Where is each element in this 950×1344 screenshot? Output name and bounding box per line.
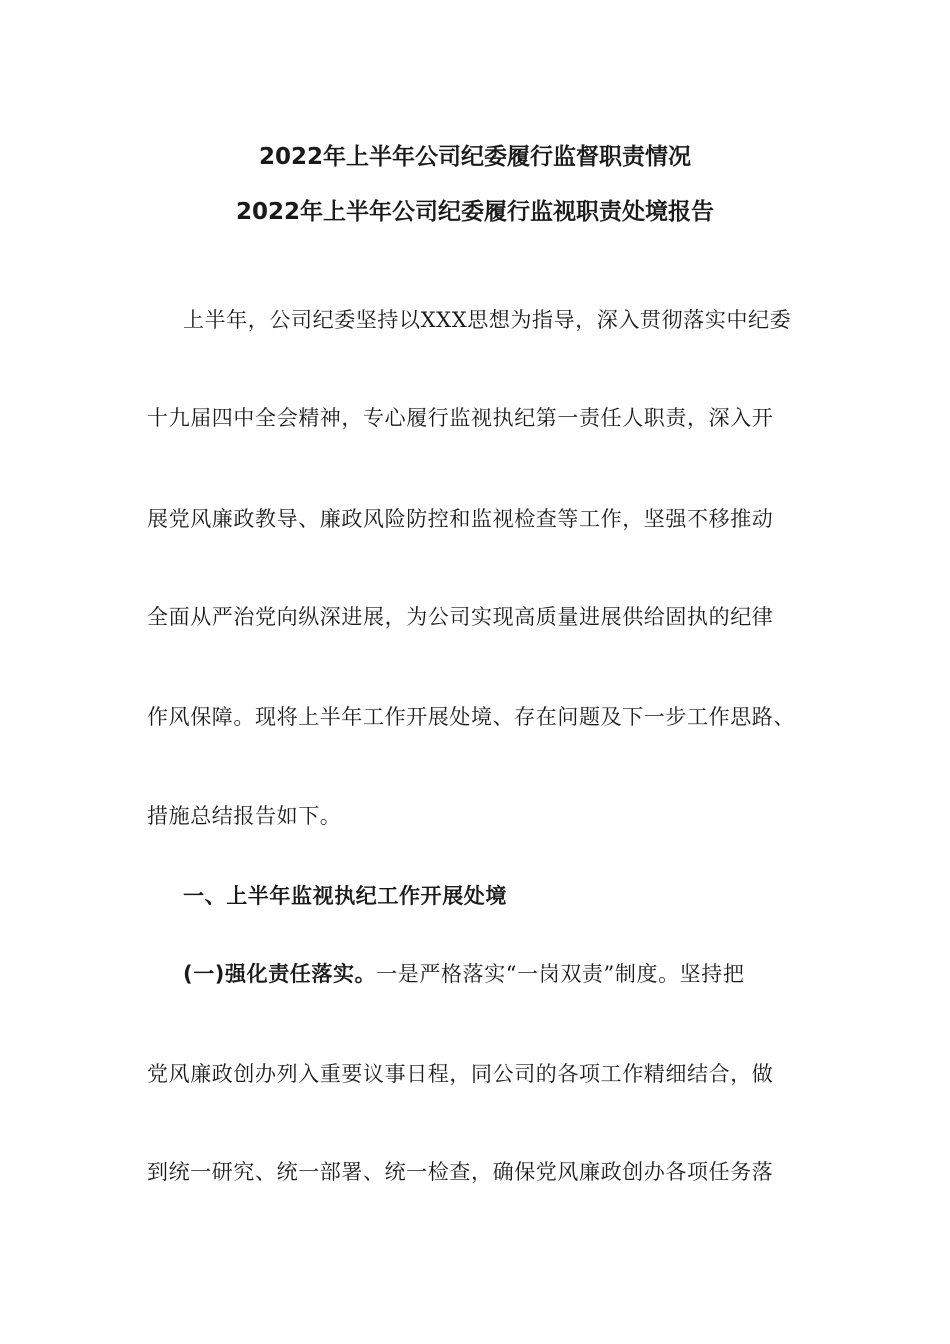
- intro-line: 作风保障。现将上半年工作开展处境、存在问题及下一步工作思路、: [147, 705, 795, 729]
- intro-line: 全面从严治党向纵深进展，为公司实现高质量进展供给固执的纪律: [147, 605, 774, 629]
- intro-line: 展党风廉政教导、廉政风险防控和监视检查等工作，坚强不移推动: [147, 507, 774, 531]
- subsection-text: 一是严格落实“一岗双责”制度。坚持把: [376, 962, 745, 986]
- intro-line: 上半年，公司纪委坚持以XXX思想为指导，深入贯彻落实中纪委: [183, 308, 792, 332]
- subsection-first-line: [183, 960, 863, 988]
- intro-line: 十九届四中全会精神，专心履行监视执纪第一责任人职责，深入开: [147, 406, 774, 430]
- intro-line: 措施总结报告如下。: [147, 804, 342, 828]
- document-title: 2022年上半年公司纪委履行监督职责情况: [258, 144, 691, 170]
- body-line: 到统一研究、统一部署、统一检查，确保党风廉政创办各项任务落: [147, 1160, 774, 1184]
- section-heading: 一、上半年监视执纪工作开展处境: [183, 884, 507, 908]
- body-line: 党风廉政创办列入重要议事日程，同公司的各项工作精细结合，做: [147, 1062, 774, 1086]
- subsection-heading: (一)强化责任落实。: [183, 962, 377, 986]
- report-title: 2022年上半年公司纪委履行监视职责处境报告: [235, 199, 714, 225]
